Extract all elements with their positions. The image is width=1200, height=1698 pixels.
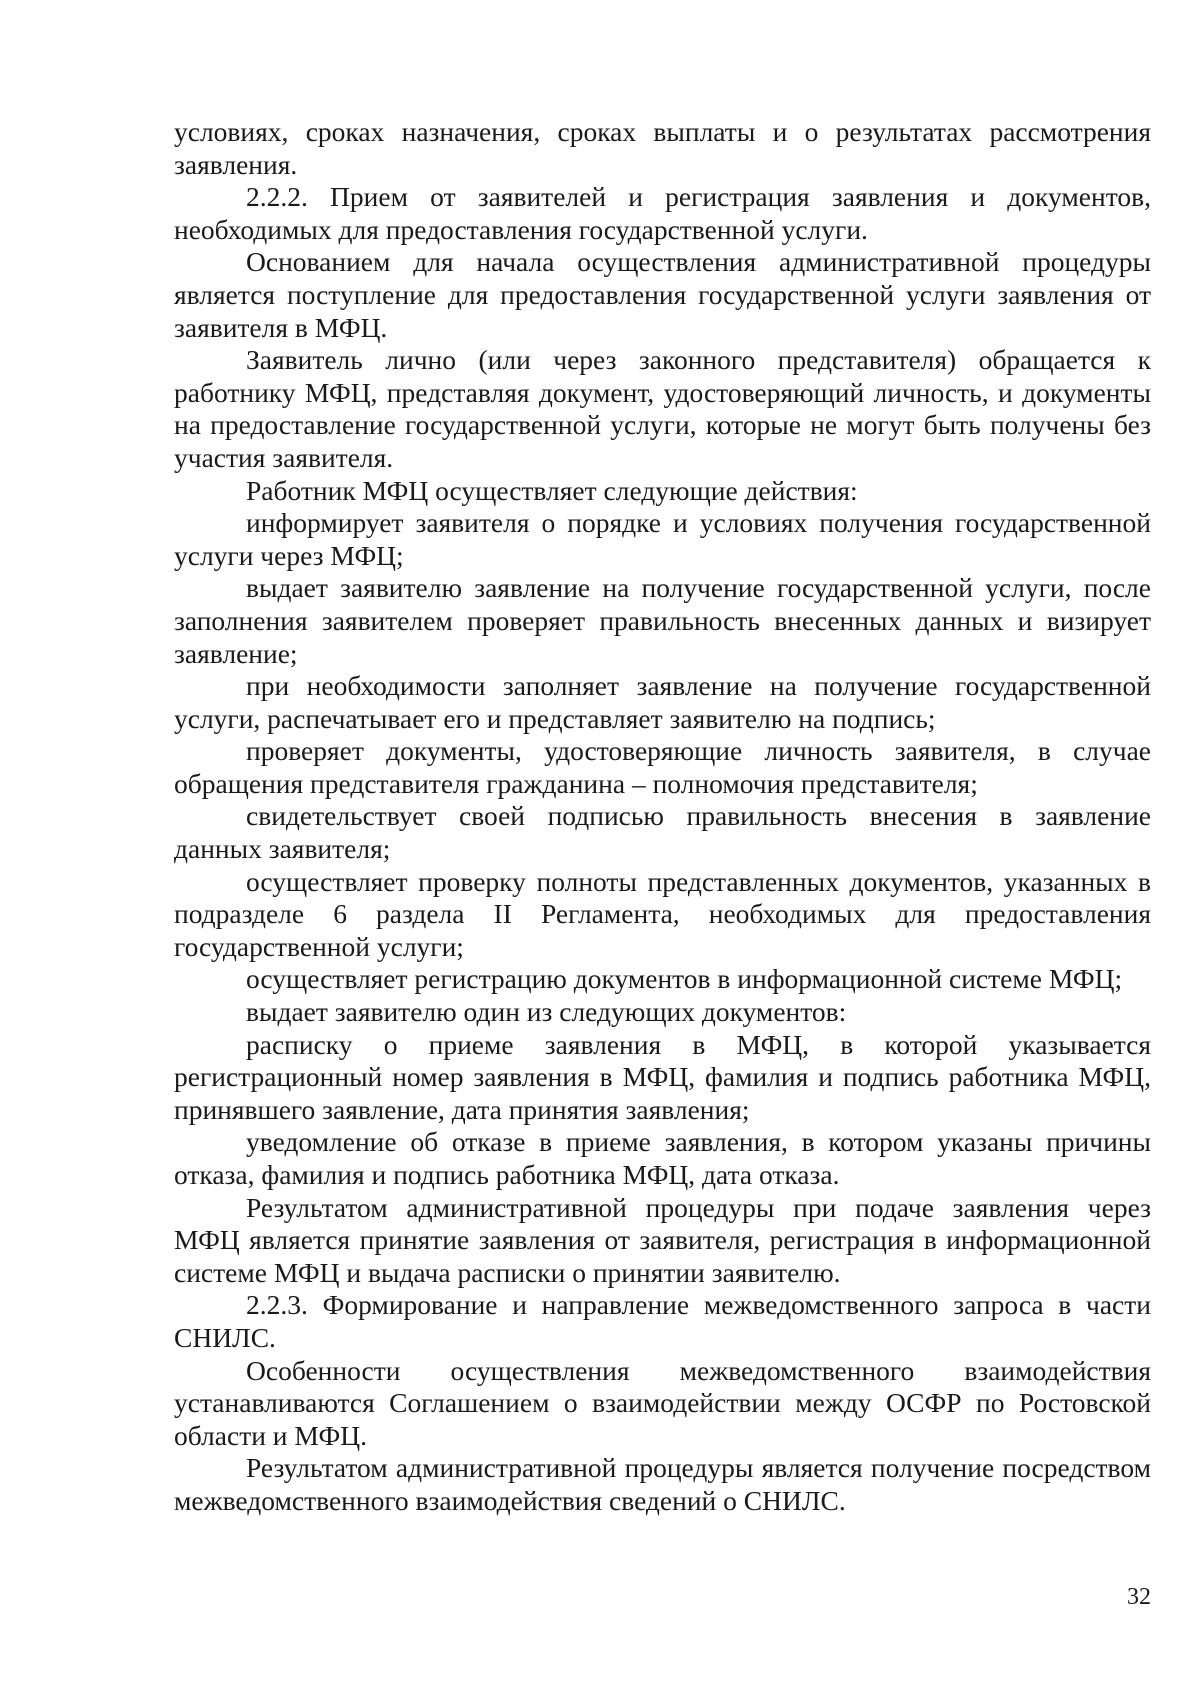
paragraph-procedure-basis: Основанием для начала осуществления административной процедуры является поступление для предоставления государственной услуги заявления от заявителя в МФЦ. (174, 246, 1151, 343)
paragraph-snils-result: Результатом административной процедуры является получение посредством межведомственного взаимодействия сведений о СНИЛС. (174, 1452, 1151, 1516)
paragraph-receipt: расписку о приеме заявления в МФЦ, в которой указывается регистрационный номер заявления в МФЦ, фамилия и подпись работника МФЦ, принявшего заявление, дата принятия заявления; (174, 1028, 1151, 1125)
paragraph-action-issues-application: выдает заявителю заявление на получение государственной услуги, после заполнения заявителем проверяет правильность внесенных данных и визирует заявление; (174, 572, 1151, 669)
paragraph-action-issues-document: выдает заявителю один из следующих документов: (246, 996, 847, 1028)
paragraph-section-2-2-2-heading: 2.2.2. Прием от заявителей и регистрация заявления и документов, необходимых для предоставления государственной услуги. (174, 181, 1151, 245)
paragraph-worker-actions-intro: Работник МФЦ осуществляет следующие действия: (246, 474, 858, 506)
paragraph-action-registers: осуществляет регистрацию документов в информационной системе МФЦ; (246, 963, 1123, 995)
paragraph-action-checks-completeness: осуществляет проверку полноты представленных документов, указанных в подразделе 6 раздела II Регламента, необходимых для предоставления государственной услуги; (174, 865, 1151, 962)
paragraph-interaction-features: Особенности осуществления межведомственного взаимодействия устанавливаются Соглашением о взаимодействии между ОСФР по Ростовской области и МФЦ. (174, 1354, 1151, 1451)
paragraph-action-certifies: свидетельствует своей подписью правильность внесения в заявление данных заявителя; (174, 800, 1151, 865)
paragraph-procedure-result: Результатом административной процедуры при подаче заявления через МФЦ является принятие заявления от заявителя, регистрация в информационной системе МФЦ и выдача расписки о принятии заявителю. (174, 1191, 1151, 1288)
paragraph-continuation: условиях, сроках назначения, сроках выплаты и о результатах рассмотрения заявления. (174, 116, 1151, 180)
paragraph-action-checks-identity: проверяет документы, удостоверяющие личность заявителя, в случае обращения представителя гражданина – полномочия представителя; (174, 735, 1151, 799)
paragraph-section-2-2-3-heading: 2.2.3. Формирование и направление межведомственного запроса в части СНИЛС. (174, 1289, 1151, 1353)
paragraph-action-fills-application: при необходимости заполняет заявление на получение государственной услуги, распечатывает его и представляет заявителю на подпись; (174, 670, 1151, 734)
page-number: 32 (1127, 1584, 1151, 1610)
document-body (174, 116, 1151, 1518)
paragraph-action-informs: информирует заявителя о порядке и условиях получения государственной услуги через МФЦ; (174, 507, 1151, 571)
paragraph-applicant-appeal: Заявитель лично (или через законного представителя) обращается к работнику МФЦ, представляя документ, удостоверяющий личность, и документы на предоставление государственной услуги, которые не могут быть получены без участия заявителя. (174, 344, 1151, 473)
paragraph-refusal-notice: уведомление об отказе в приеме заявления, в котором указаны причины отказа, фамилия и подпись работника МФЦ, дата отказа. (174, 1126, 1151, 1190)
